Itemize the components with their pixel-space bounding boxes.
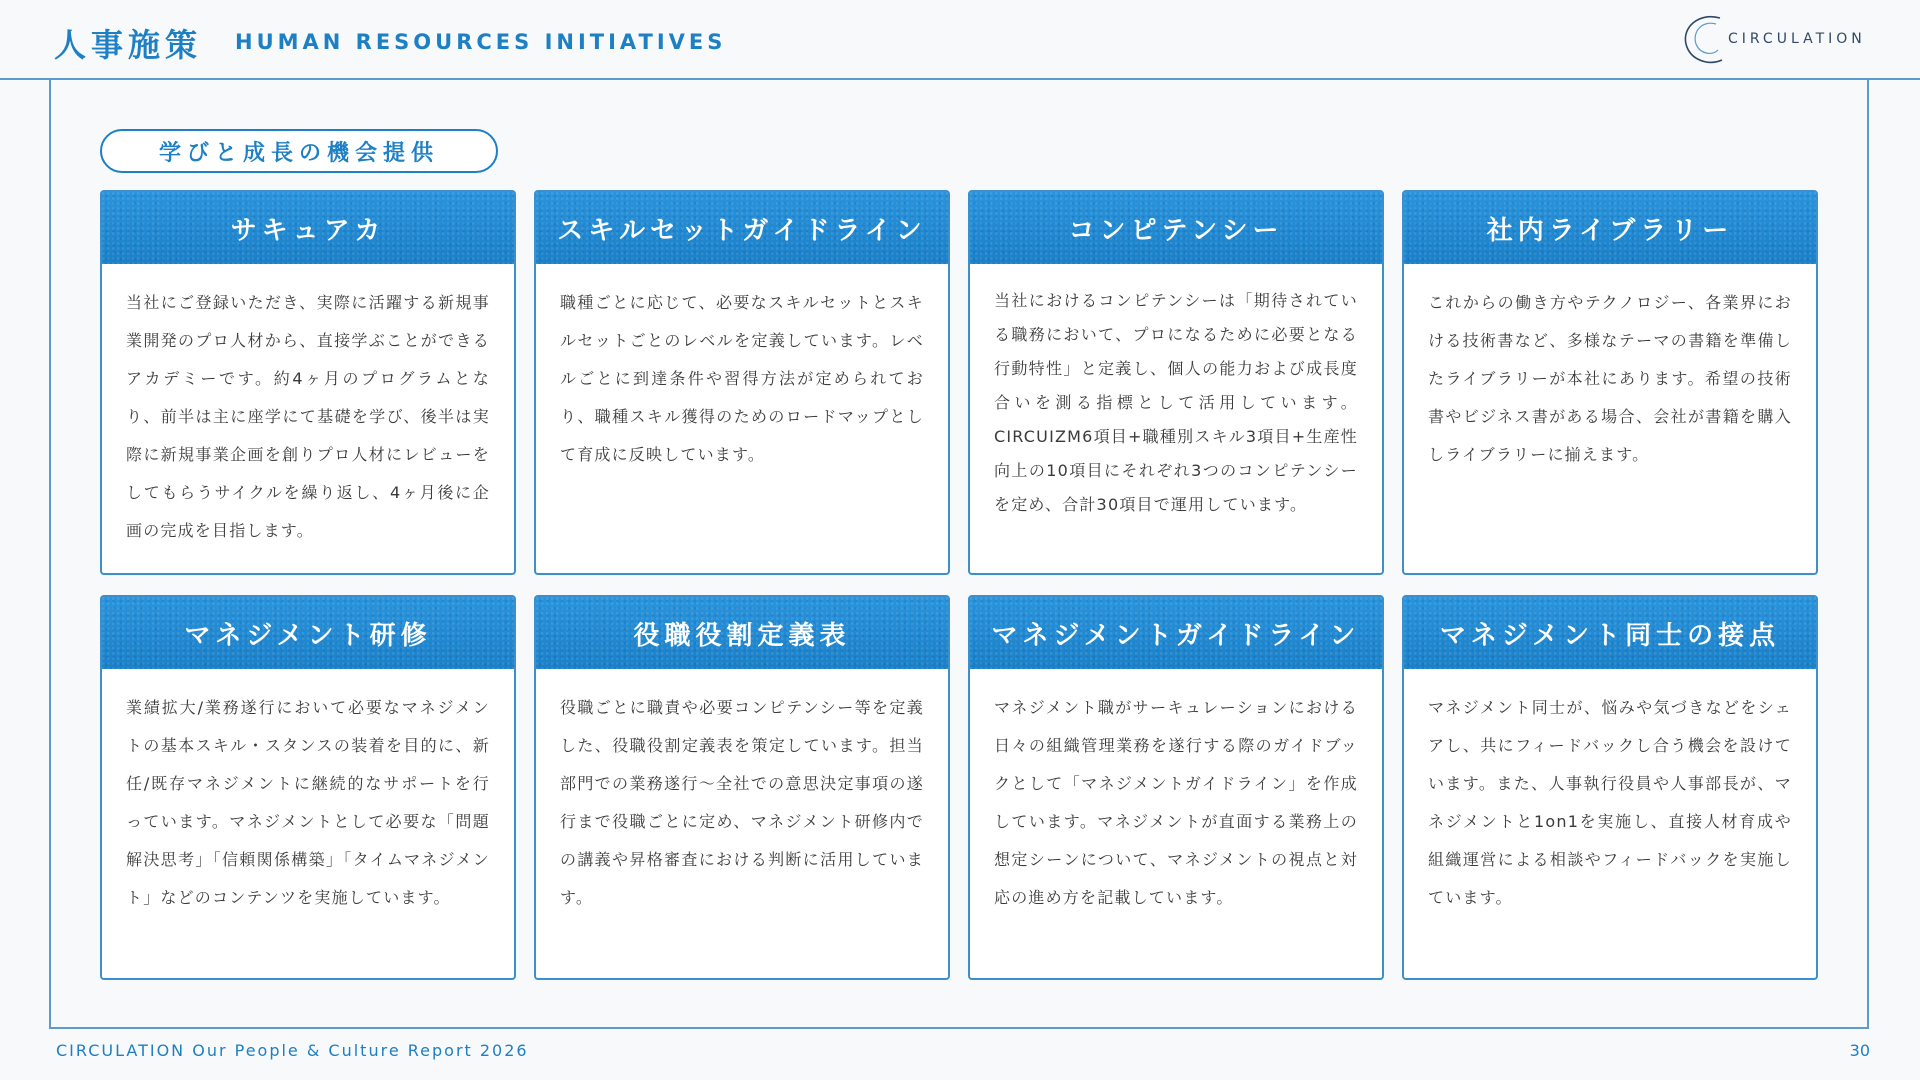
card-management-training	[100, 595, 516, 980]
logo-wordmark: CIRCULATION	[1728, 31, 1866, 47]
card-title: マネジメント同士の接点	[1404, 597, 1816, 669]
card-title: マネジメントガイドライン	[970, 597, 1382, 669]
card-competency	[968, 190, 1384, 575]
section-heading: 学びと成長の機会提供	[100, 129, 498, 173]
card-description: マネジメント職がサーキュレーションにおける日々の組織管理業務を遂行する際のガイドブックとして「マネジメントガイドライン」を作成しています。マネジメントが直面する業務上の想定シーンについて、マネジメントの視点と対応の進め方を記載しています。	[994, 698, 1358, 907]
card-management-guideline	[968, 595, 1384, 980]
page-title: 人事施策	[54, 26, 203, 64]
card-description: 業績拡大/業務遂行において必要なマネジメントの基本スキル・スタンスの装着を目的に、新任/既存マネジメントに継続的なサポートを行っています。マネジメントとして必要な「問題解決思考」「信頼関係構築」「タイムマネジメント」などのコンテンツを実施しています。	[126, 698, 490, 907]
card-description: これからの働き方やテクノロジー、各業界における技術書など、多様なテーマの書籍を準備したライブラリーが本社にあります。希望の技術書やビジネス書がある場合、会社が書籍を購入しライブラリーに揃えます。	[1428, 293, 1792, 464]
page-subtitle: HUMAN RESOURCES INITIATIVES	[235, 30, 727, 54]
card-description: 当社にご登録いただき、実際に活躍する新規事業開発のプロ人材から、直接学ぶことができるアカデミーです。約4ヶ月のプログラムとなり、前半は主に座学にて基礎を学び、後半は実際に新規事業企画を創りプロ人材にレビューをしてもらうサイクルを繰り返し、4ヶ月後に企画の完成を目指します。	[126, 293, 490, 540]
card-title: サキュアカ	[102, 192, 514, 264]
card-description: 役職ごとに職責や必要コンピテンシー等を定義した、役職役割定義表を策定しています。担当部門での業務遂行～全社での意思決定事項の遂行まで役職ごとに定め、マネジメント研修内での講義や昇格審査における判断に活用しています。	[560, 698, 924, 907]
page-header	[0, 0, 1920, 80]
card-title: マネジメント研修	[102, 597, 514, 669]
card-description: 職種ごとに応じて、必要なスキルセットとスキルセットごとのレベルを定義しています。レベルごとに到達条件や習得方法が定められており、職種スキル獲得のためのロードマップとして育成に反映しています。	[560, 293, 924, 464]
card-title: コンピテンシー	[970, 192, 1382, 264]
card-title: 役職役割定義表	[536, 597, 948, 669]
company-logo	[1678, 10, 1878, 70]
card-management-connections	[1402, 595, 1818, 980]
card-description: マネジメント同士が、悩みや気づきなどをシェアし、共にフィードバックし合う機会を設けています。また、人事執行役員や人事部長が、マネジメントと1on1を実施し、直接人材育成や組織運営による相談やフィードバックを実施しています。	[1428, 698, 1792, 907]
card-internal-library	[1402, 190, 1818, 575]
card-sakyuaka	[100, 190, 516, 575]
footer-report-title: CIRCULATION Our People & Culture Report 2026	[56, 1041, 529, 1060]
card-title: 社内ライブラリー	[1404, 192, 1816, 264]
card-skillset-guideline	[534, 190, 950, 575]
page-number: 30	[1849, 1041, 1870, 1060]
card-title: スキルセットガイドライン	[536, 192, 948, 264]
card-role-definition-table	[534, 595, 950, 980]
card-description: 当社におけるコンピテンシーは「期待されている職務において、プロになるために必要となる行動特性」と定義し、個人の能力および成長度合いを測る指標として活用しています。CIRCUIZM6項目+職種別スキル3項目+生産性向上の10項目にそれぞれ3つのコンピテンシーを定め、合計30項目で運用しています。	[994, 291, 1358, 514]
